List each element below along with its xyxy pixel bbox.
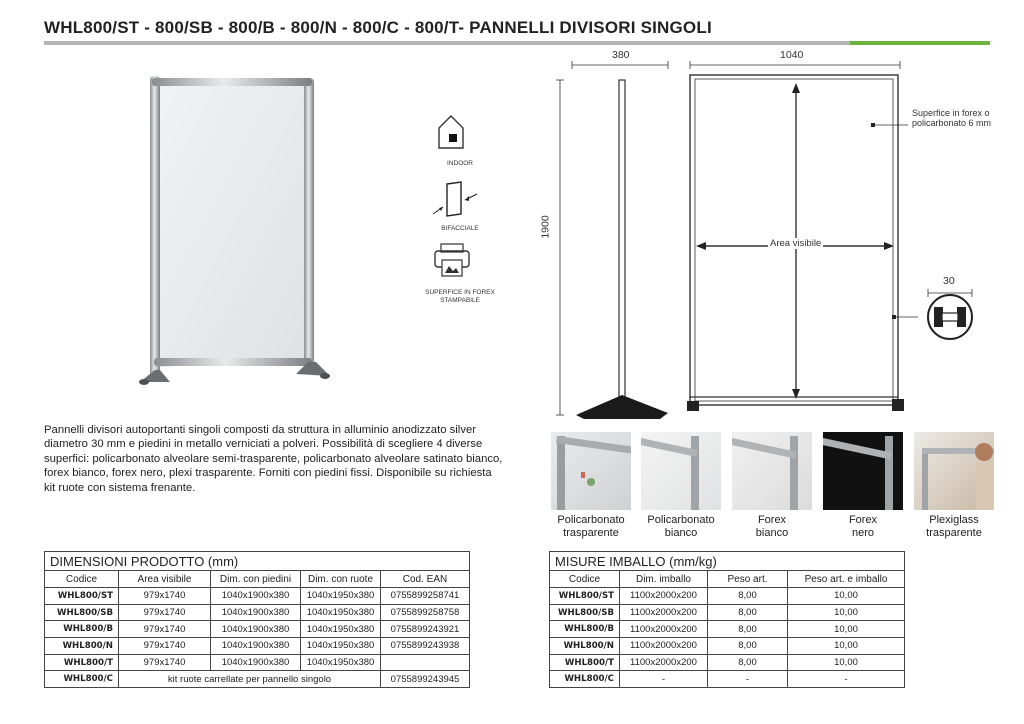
cell-code: WHL800/C [45, 671, 119, 688]
cell-pack-dim: - [620, 671, 708, 688]
cell-code: WHL800/B [45, 621, 119, 638]
table-row [550, 588, 905, 605]
cell-code: WHL800/SB [550, 604, 620, 621]
table-row [550, 671, 905, 688]
cell-ean: 0755899258758 [381, 604, 470, 621]
dimension-depth: 380 [612, 49, 630, 61]
cell-weight: - [708, 671, 788, 688]
technical-drawing [540, 45, 1000, 425]
page-title: WHL800/ST - 800/SB - 800/B - 800/N - 800/C - 800/T- PANNELLI DIVISORI SINGOLI [44, 18, 712, 37]
cell-weight-packed: 10,00 [788, 604, 905, 621]
table-row [45, 671, 470, 688]
cell-ean: 0755899258741 [381, 588, 470, 605]
column-header: Dim. con piedini [211, 571, 301, 588]
cell-code: WHL800/ST [550, 588, 620, 605]
dimension-height: 1900 [539, 215, 552, 239]
table-row [45, 588, 470, 605]
swatch-label-1: Policarbonato [647, 514, 715, 526]
cell-area: 979x1740 [119, 621, 211, 638]
cell-code: WHL800/SB [45, 604, 119, 621]
double-sided-panel-icon [433, 182, 477, 216]
cell-dim-feet: 1040x1900x380 [211, 654, 301, 671]
column-header: Cod. EAN [381, 571, 470, 588]
swatch-plexiglass-trasparente [914, 432, 994, 540]
swatch-label-2: bianco [755, 527, 789, 539]
dimension-width: 1040 [780, 49, 804, 61]
cell-code: WHL800/N [550, 638, 620, 655]
cell-code: WHL800/C [550, 671, 620, 688]
swatch-label-1: Plexiglass [929, 514, 979, 526]
swatch-label-1: Policarbonato [557, 514, 625, 526]
cell-dim-feet: 1040x1900x380 [211, 588, 301, 605]
cell-pack-dim: 1100x2000x200 [620, 654, 708, 671]
swatch-policarbonato-trasparente [551, 432, 631, 540]
cell-ean [381, 654, 470, 671]
table-row [550, 604, 905, 621]
column-header: Dim. imballo [620, 571, 708, 588]
surface-swatches [545, 432, 995, 542]
swatch-label-1: Forex [848, 514, 878, 526]
cell-weight-packed: 10,00 [788, 654, 905, 671]
table-row [45, 654, 470, 671]
product-dimensions-table [44, 551, 470, 688]
cell-code: WHL800/N [45, 638, 119, 655]
visible-area-label: Area visibile [770, 238, 822, 249]
cell-ean: 0755899243921 [381, 621, 470, 638]
cell-dim-feet: 1040x1900x380 [211, 638, 301, 655]
product-description: Pannelli divisori autoportanti singoli composti da struttura in alluminio anodizzato silver diametro 30 mm e piedini in metallo verniciati a polveri. Possibilità di scegliere 4 diverse superfici: policarbonato alveolare semi-trasparente, policarbonato alveolare satinato bianco, forex bianco, forex nero, plexi trasparente. Forniti con piedini fissi. Disponibile su richiesta kit ruote con sistema frenante. [44, 424, 503, 494]
cell-dim-wheels: 1040x1950x380 [301, 638, 381, 655]
icon-label-bifacciale: BIFACCIALE [441, 225, 479, 232]
product-photo [130, 70, 350, 400]
feature-icons [425, 108, 495, 328]
cell-ean: 0755899243945 [381, 671, 470, 688]
dimension-tube: 30 [943, 275, 955, 287]
cell-code: WHL800/T [45, 654, 119, 671]
table-row [550, 654, 905, 671]
table-row [45, 621, 470, 638]
cell-weight: 8,00 [708, 588, 788, 605]
table-row [550, 621, 905, 638]
table-row [45, 604, 470, 621]
surface-note: Superfice in forex o policarbonato 6 mm [912, 108, 992, 128]
cell-ean: 0755899243938 [381, 638, 470, 655]
table-title: MISURE IMBALLO (mm/kg) [550, 552, 905, 571]
cell-code: WHL800/ST [45, 588, 119, 605]
cell-area: 979x1740 [119, 604, 211, 621]
cell-dim-wheels: 1040x1950x380 [301, 588, 381, 605]
cell-pack-dim: 1100x2000x200 [620, 638, 708, 655]
column-header: Peso art. [708, 571, 788, 588]
column-header: Codice [550, 571, 620, 588]
cell-weight: 8,00 [708, 654, 788, 671]
swatch-forex-bianco [732, 432, 812, 540]
cell-weight: 8,00 [708, 638, 788, 655]
cell-weight: 8,00 [708, 621, 788, 638]
swatch-label-2: trasparente [926, 527, 982, 539]
icon-label-forex: SUPERFICE IN FOREX STAMPABILE [425, 289, 495, 304]
column-header: Peso art. e imballo [788, 571, 905, 588]
column-header: Dim. con ruote [301, 571, 381, 588]
swatch-label-1: Forex [757, 514, 787, 526]
cell-weight-packed: 10,00 [788, 588, 905, 605]
cell-weight-packed: 10,00 [788, 621, 905, 638]
swatch-label-2: nero [851, 527, 875, 539]
swatch-forex-nero [823, 432, 903, 540]
cell-pack-dim: 1100x2000x200 [620, 588, 708, 605]
swatch-label-2: bianco [664, 527, 698, 539]
printer-icon [435, 244, 469, 276]
cell-weight-packed: - [788, 671, 905, 688]
cell-area: 979x1740 [119, 588, 211, 605]
cell-weight: 8,00 [708, 604, 788, 621]
cell-dim-wheels: 1040x1950x380 [301, 621, 381, 638]
table-row [45, 638, 470, 655]
cell-area: 979x1740 [119, 654, 211, 671]
cell-dim-feet: 1040x1900x380 [211, 621, 301, 638]
column-header: Codice [45, 571, 119, 588]
cell-code: WHL800/B [550, 621, 620, 638]
cell-area: 979x1740 [119, 638, 211, 655]
house-icon [439, 116, 463, 148]
cell-kit-description: kit ruote carrellate per pannello singolo [119, 671, 381, 688]
cell-code: WHL800/T [550, 654, 620, 671]
cell-pack-dim: 1100x2000x200 [620, 621, 708, 638]
swatch-policarbonato-bianco [641, 432, 721, 540]
cell-pack-dim: 1100x2000x200 [620, 604, 708, 621]
cell-dim-wheels: 1040x1950x380 [301, 654, 381, 671]
column-header: Area visibile [119, 571, 211, 588]
cell-dim-wheels: 1040x1950x380 [301, 604, 381, 621]
cell-dim-feet: 1040x1900x380 [211, 604, 301, 621]
icon-label-indoor: INDOOR [447, 160, 473, 167]
swatch-label-2: trasparente [563, 527, 619, 539]
packaging-table [549, 551, 905, 688]
table-row [550, 638, 905, 655]
table-title: DIMENSIONI PRODOTTO (mm) [45, 552, 470, 571]
cell-weight-packed: 10,00 [788, 638, 905, 655]
